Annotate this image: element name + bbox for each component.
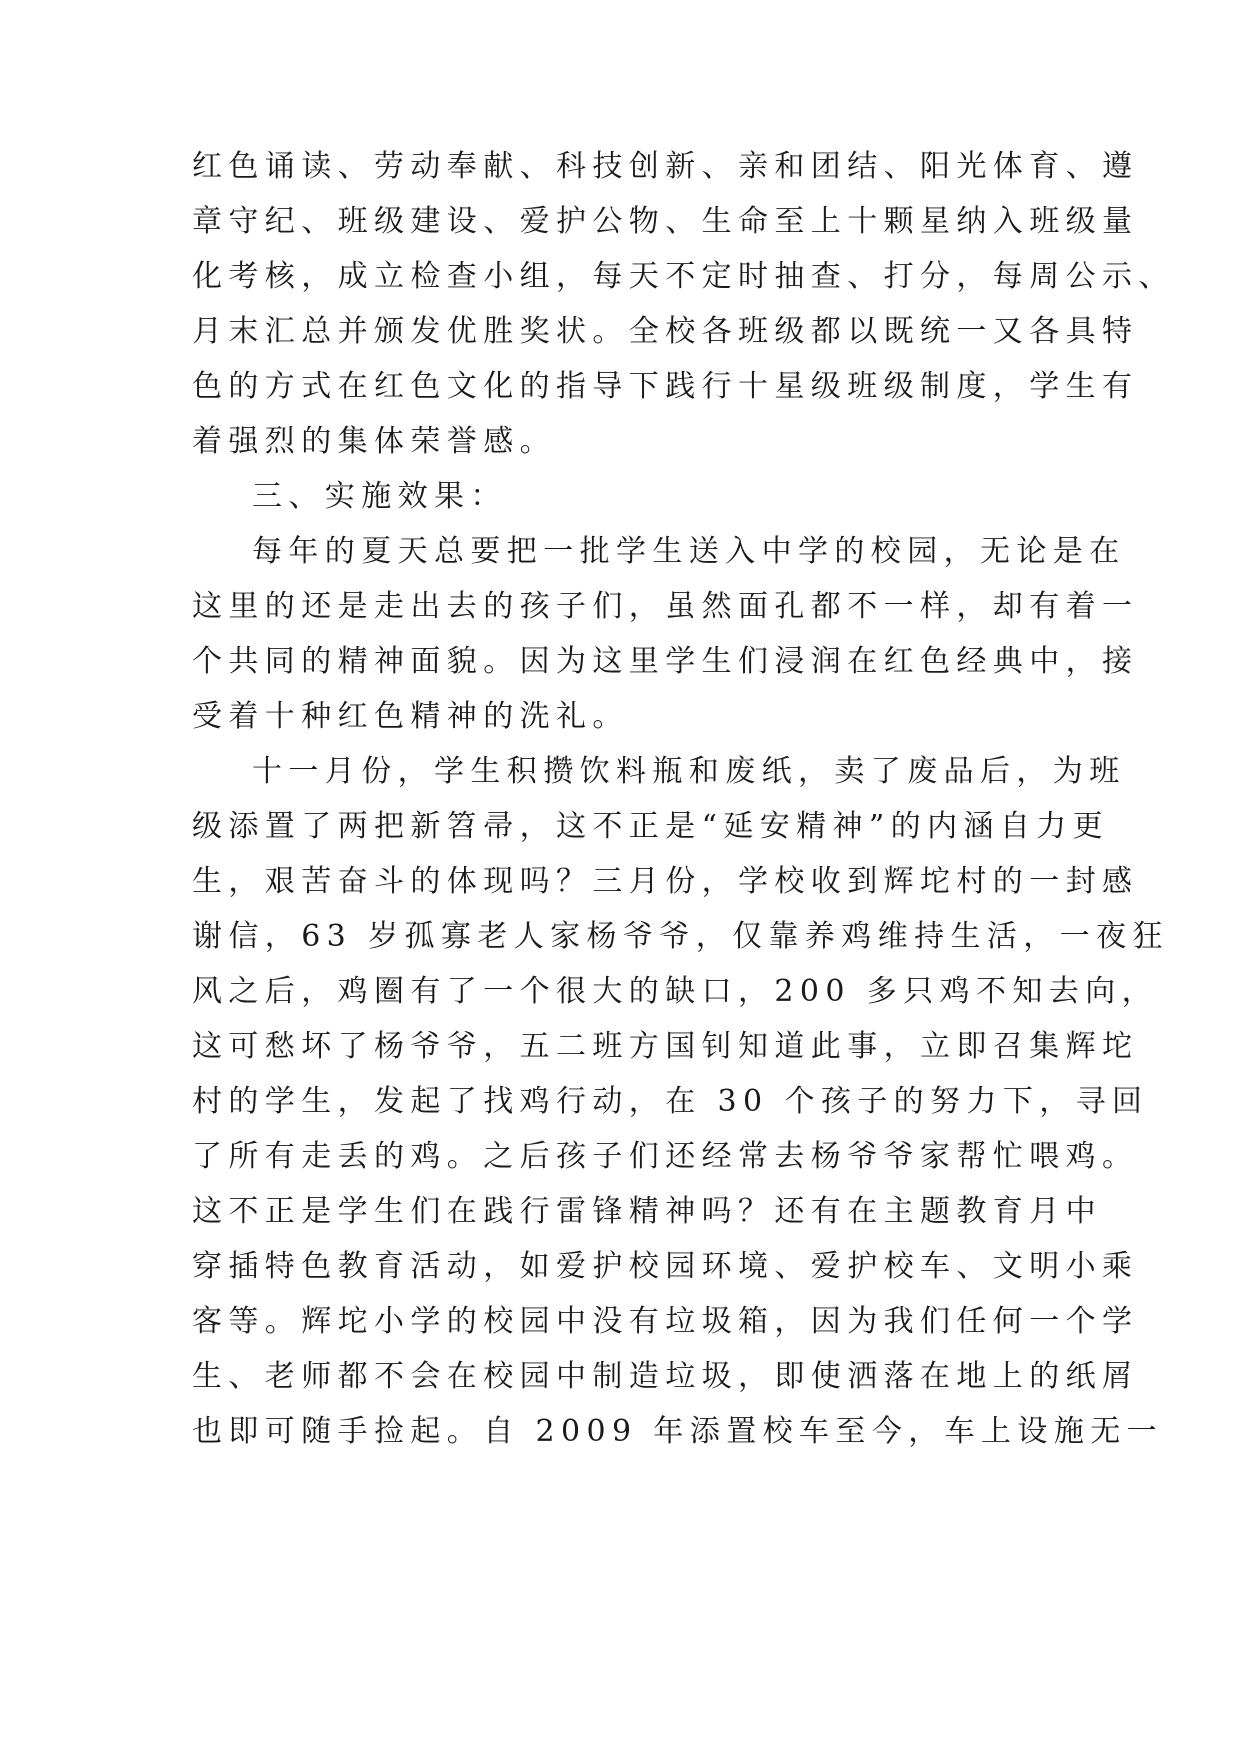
text-line: 风之后，鸡圈有了一个很大的缺口，200 多只鸡不知去向， — [192, 974, 1158, 1009]
text-line: 色的方式在红色文化的指导下践行十星级班级制度，学生有 — [192, 369, 1139, 404]
text-line: 客等。辉坨小学的校园中没有垃圾箱，因为我们任何一个学 — [192, 1304, 1139, 1339]
text-line: 着强烈的集体荣誉感。 — [192, 424, 556, 459]
text-line: 村的学生，发起了找鸡行动，在 30 个孩子的努力下，寻回 — [192, 1084, 1149, 1119]
text-line: 级添置了两把新笤帚，这不正是“延安精神”的内涵自力更 — [192, 809, 1110, 844]
text-line: 穿插特色教育活动，如爱护校园环境、爱护校车、文明小乘 — [192, 1249, 1139, 1284]
text-line: 每年的夏天总要把一批学生送入中学的校园，无论是在 — [252, 534, 1126, 569]
text-line: 这里的还是走出去的孩子们，虽然面孔都不一样，却有着一 — [192, 589, 1139, 624]
text-line: 月末汇总并颁发优胜奖状。全校各班级都以既统一又各具特 — [192, 314, 1139, 349]
text-line: 化考核，成立检查小组，每天不定时抽查、打分，每周公示、 — [192, 259, 1175, 294]
text-line: 了所有走丢的鸡。之后孩子们还经常去杨爷爷家帮忙喂鸡。 — [192, 1139, 1139, 1174]
section-heading: 三、实施效果： — [252, 479, 507, 514]
text-line: 生、老师都不会在校园中制造垃圾，即使洒落在地上的纸屑 — [192, 1359, 1139, 1394]
text-line: 个共同的精神面貌。因为这里学生们浸润在红色经典中，接 — [192, 644, 1139, 679]
text-line: 红色诵读、劳动奉献、科技创新、亲和团结、阳光体育、遵 — [192, 149, 1139, 184]
text-line: 受着十种红色精神的洗礼。 — [192, 699, 629, 734]
text-line: 章守纪、班级建设、爱护公物、生命至上十颗星纳入班级量 — [192, 204, 1139, 239]
text-line: 生，艰苦奋斗的体现吗？三月份，学校收到辉坨村的一封感 — [192, 864, 1139, 899]
text-line: 这可愁坏了杨爷爷，五二班方国钊知道此事，立即召集辉坨 — [192, 1029, 1139, 1064]
text-line: 十一月份，学生积攒饮料瓶和废纸，卖了废品后，为班 — [252, 754, 1126, 789]
text-line: 这不正是学生们在践行雷锋精神吗？还有在主题教育月中 — [192, 1194, 1102, 1229]
text-line: 也即可随手捡起。自 2009 年添置校车至今，车上设施无一 — [192, 1414, 1164, 1449]
text-line: 谢信，63 岁孤寡老人家杨爷爷，仅靠养鸡维持生活，一夜狂 — [192, 919, 1169, 954]
